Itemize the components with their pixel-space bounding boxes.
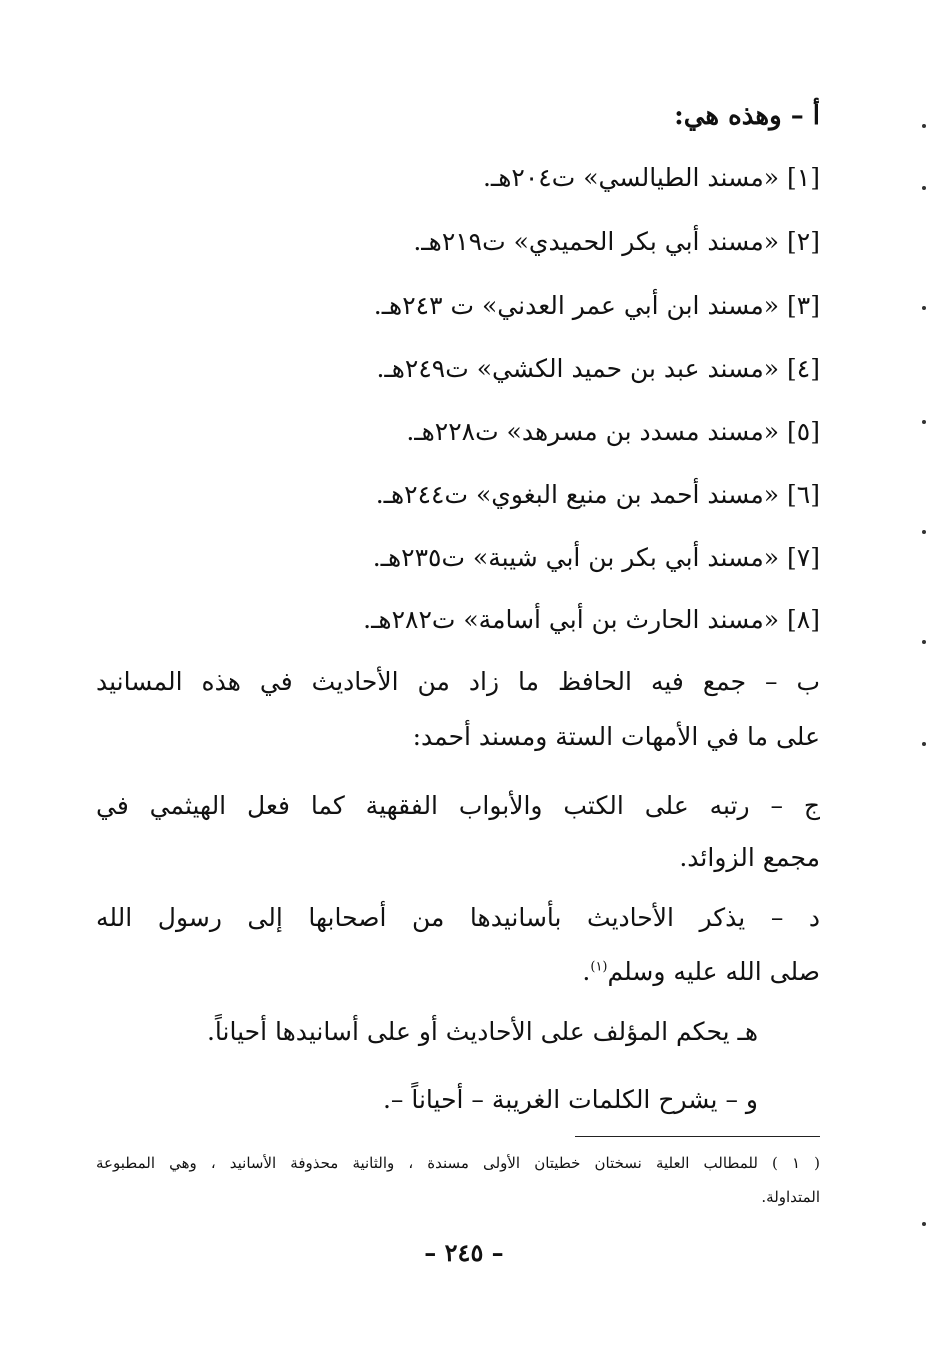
margin-mark: [922, 306, 926, 310]
margin-mark: [922, 186, 926, 190]
paragraph-d-line-1: د – يذكر الأحاديث بأسانيدها من أصحابها إلى رسول الله: [96, 903, 820, 932]
paragraph-j-line-1: ج – رتبه على الكتب والأبواب الفقهية كما فعل الهيثمي في: [96, 791, 820, 820]
paragraph-b-line-2: على ما في الأمهات الستة ومسند أحمد:: [412, 722, 820, 751]
footnote-separator: [575, 1136, 820, 1137]
footnote-line-2: المتداولة.: [761, 1188, 820, 1206]
page-number: – ٢٤٥ –: [424, 1238, 504, 1267]
footnote-reference: (١): [590, 959, 608, 975]
paragraph-d-line-2-end: .: [582, 957, 591, 986]
paragraph-j-line-2: مجمع الزوائد.: [679, 843, 820, 872]
paragraph-d-line-2-text: صلى الله عليه وسلم: [607, 957, 820, 986]
musnad-item-7: [٧] «مسند أبي بكر بن أبي شيبة» ت٢٣٥هـ.: [372, 543, 820, 572]
margin-mark: [922, 1222, 926, 1226]
musnad-item-4: [٤] «مسند عبد بن حميد الكشي» ت٢٤٩هـ.: [376, 354, 820, 383]
musnad-item-8: [٨] «مسند الحارث بن أبي أسامة» ت٢٨٢هـ.: [363, 605, 820, 634]
section-heading: أ – وهذه هي:: [674, 101, 820, 131]
musnad-item-3: [٣] «مسند ابن أبي عمر العدني» ت ٢٤٣هـ.: [373, 291, 820, 320]
margin-mark: [922, 530, 926, 534]
margin-mark: [922, 742, 926, 746]
musnad-item-2: [٢] «مسند أبي بكر الحميدي» ت٢١٩هـ.: [413, 227, 820, 256]
musnad-item-5: [٥] «مسند مسدد بن مسرهد» ت٢٢٨هـ.: [406, 417, 820, 446]
margin-mark: [922, 640, 926, 644]
paragraph-d-line-2: [582, 952, 820, 992]
musnad-item-1: [١] «مسند الطيالسي» ت٢٠٤هـ.: [482, 163, 820, 192]
paragraph-b-line-1: ب – جمع فيه الحافظ ما زاد من الأحاديث في هذه المسانيد: [96, 667, 820, 696]
footnote-line-1: ( ١ ) للمطالب العلية نسختان خطيتان الأولى مسندة ، والثانية محذوفة الأسانيد ، وهي المطبوعة: [96, 1154, 820, 1172]
margin-mark: [922, 420, 926, 424]
paragraph-w: و – يشرح الكلمات الغريبة – أحياناً –.: [382, 1085, 758, 1114]
paragraph-h: هـ يحكم المؤلف على الأحاديث أو على أسانيدها أحياناً.: [206, 1017, 758, 1046]
margin-mark: [922, 124, 926, 128]
musnad-item-6: [٦] «مسند أحمد بن منيع البغوي» ت٢٤٤هـ.: [375, 480, 820, 509]
